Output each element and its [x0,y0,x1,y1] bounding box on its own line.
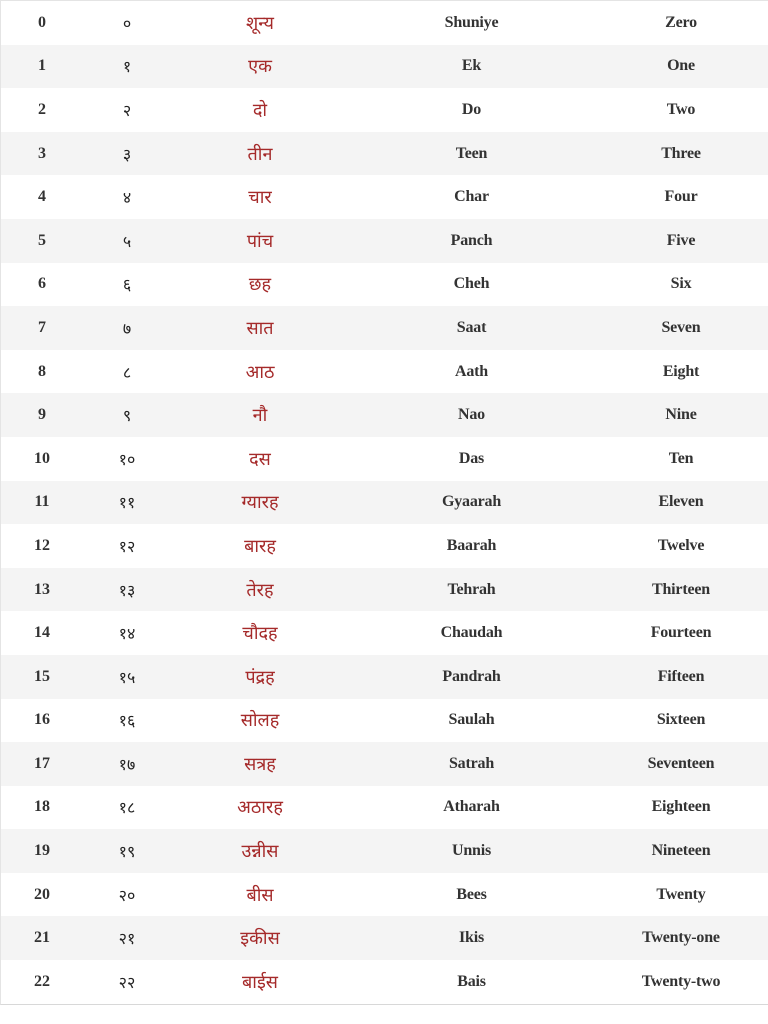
table-row [1,45,768,89]
transliteration-cell: Ek [349,45,594,89]
transliteration-cell: Tehrah [349,568,594,612]
devanagari-numeral-cell: २० [83,873,171,917]
english-word-cell: Three [594,132,768,176]
number-cell: 0 [1,1,83,45]
english-word-cell: Twenty-two [594,960,768,1004]
transliteration-cell: Baarah [349,524,594,568]
hindi-word-cell: पांच [171,219,349,263]
hindi-numbers-table [1,1,768,1004]
transliteration-cell: Unnis [349,829,594,873]
english-word-cell: Ten [594,437,768,481]
table-row [1,175,768,219]
number-cell: 4 [1,175,83,219]
english-word-cell: One [594,45,768,89]
table-row [1,786,768,830]
english-word-cell: Twelve [594,524,768,568]
table-row [1,699,768,743]
hindi-word-cell: शून्य [171,1,349,45]
number-cell: 10 [1,437,83,481]
number-cell: 13 [1,568,83,612]
english-word-cell: Zero [594,1,768,45]
table-row [1,829,768,873]
hindi-word-cell: तेरह [171,568,349,612]
transliteration-cell: Saat [349,306,594,350]
number-cell: 5 [1,219,83,263]
transliteration-cell: Ikis [349,916,594,960]
transliteration-cell: Panch [349,219,594,263]
number-cell: 18 [1,786,83,830]
number-cell: 14 [1,611,83,655]
transliteration-cell: Shuniye [349,1,594,45]
table-row [1,568,768,612]
devanagari-numeral-cell: १ [83,45,171,89]
devanagari-numeral-cell: ५ [83,219,171,263]
transliteration-cell: Cheh [349,263,594,307]
devanagari-numeral-cell: १० [83,437,171,481]
hindi-word-cell: सात [171,306,349,350]
number-cell: 6 [1,263,83,307]
number-cell: 16 [1,699,83,743]
english-word-cell: Five [594,219,768,263]
hindi-word-cell: सत्रह [171,742,349,786]
table-row [1,132,768,176]
transliteration-cell: Bais [349,960,594,1004]
hindi-word-cell: इकीस [171,916,349,960]
english-word-cell: Eighteen [594,786,768,830]
transliteration-cell: Teen [349,132,594,176]
transliteration-cell: Do [349,88,594,132]
transliteration-cell: Das [349,437,594,481]
transliteration-cell: Satrah [349,742,594,786]
english-word-cell: Seven [594,306,768,350]
devanagari-numeral-cell: १५ [83,655,171,699]
hindi-word-cell: सोलह [171,699,349,743]
english-word-cell: Two [594,88,768,132]
hindi-word-cell: बीस [171,873,349,917]
devanagari-numeral-cell: १४ [83,611,171,655]
number-cell: 11 [1,481,83,525]
devanagari-numeral-cell: १७ [83,742,171,786]
english-word-cell: Sixteen [594,699,768,743]
hindi-word-cell: आठ [171,350,349,394]
devanagari-numeral-cell: २ [83,88,171,132]
table-row [1,481,768,525]
number-cell: 21 [1,916,83,960]
hindi-word-cell: एक [171,45,349,89]
devanagari-numeral-cell: १३ [83,568,171,612]
table-row [1,611,768,655]
devanagari-numeral-cell: २२ [83,960,171,1004]
table-row [1,437,768,481]
number-cell: 3 [1,132,83,176]
devanagari-numeral-cell: ६ [83,263,171,307]
devanagari-numeral-cell: १६ [83,699,171,743]
devanagari-numeral-cell: १९ [83,829,171,873]
number-cell: 19 [1,829,83,873]
hindi-word-cell: चार [171,175,349,219]
english-word-cell: Fourteen [594,611,768,655]
transliteration-cell: Char [349,175,594,219]
table-body [1,1,768,1004]
english-word-cell: Seventeen [594,742,768,786]
transliteration-cell: Atharah [349,786,594,830]
english-word-cell: Twenty [594,873,768,917]
english-word-cell: Nineteen [594,829,768,873]
english-word-cell: Thirteen [594,568,768,612]
english-word-cell: Twenty-one [594,916,768,960]
devanagari-numeral-cell: १२ [83,524,171,568]
hindi-word-cell: दो [171,88,349,132]
devanagari-numeral-cell: ८ [83,350,171,394]
hindi-word-cell: ग्यारह [171,481,349,525]
number-cell: 2 [1,88,83,132]
number-cell: 12 [1,524,83,568]
hindi-word-cell: उन्नीस [171,829,349,873]
transliteration-cell: Bees [349,873,594,917]
table-row [1,655,768,699]
transliteration-cell: Chaudah [349,611,594,655]
hindi-word-cell: छह [171,263,349,307]
transliteration-cell: Gyaarah [349,481,594,525]
number-cell: 20 [1,873,83,917]
table-row [1,916,768,960]
hindi-word-cell: चौदह [171,611,349,655]
hindi-word-cell: तीन [171,132,349,176]
devanagari-numeral-cell: ० [83,1,171,45]
english-word-cell: Four [594,175,768,219]
english-word-cell: Eight [594,350,768,394]
devanagari-numeral-cell: ४ [83,175,171,219]
table-row [1,350,768,394]
number-cell: 17 [1,742,83,786]
table-row [1,219,768,263]
table-row [1,524,768,568]
table-row [1,742,768,786]
table-row [1,873,768,917]
english-word-cell: Six [594,263,768,307]
hindi-word-cell: अठारह [171,786,349,830]
table-row [1,263,768,307]
hindi-word-cell: नौ [171,393,349,437]
transliteration-cell: Pandrah [349,655,594,699]
table-row [1,960,768,1004]
number-cell: 22 [1,960,83,1004]
transliteration-cell: Aath [349,350,594,394]
hindi-word-cell: दस [171,437,349,481]
hindi-word-cell: बाईस [171,960,349,1004]
number-cell: 8 [1,350,83,394]
number-cell: 7 [1,306,83,350]
number-cell: 15 [1,655,83,699]
devanagari-numeral-cell: १८ [83,786,171,830]
devanagari-numeral-cell: २१ [83,916,171,960]
transliteration-cell: Saulah [349,699,594,743]
devanagari-numeral-cell: ७ [83,306,171,350]
transliteration-cell: Nao [349,393,594,437]
hindi-word-cell: पंद्रह [171,655,349,699]
english-word-cell: Fifteen [594,655,768,699]
devanagari-numeral-cell: ९ [83,393,171,437]
table-row [1,306,768,350]
table-row [1,1,768,45]
english-word-cell: Eleven [594,481,768,525]
number-cell: 1 [1,45,83,89]
english-word-cell: Nine [594,393,768,437]
hindi-word-cell: बारह [171,524,349,568]
devanagari-numeral-cell: ११ [83,481,171,525]
table-row [1,88,768,132]
devanagari-numeral-cell: ३ [83,132,171,176]
number-cell: 9 [1,393,83,437]
table-row [1,393,768,437]
